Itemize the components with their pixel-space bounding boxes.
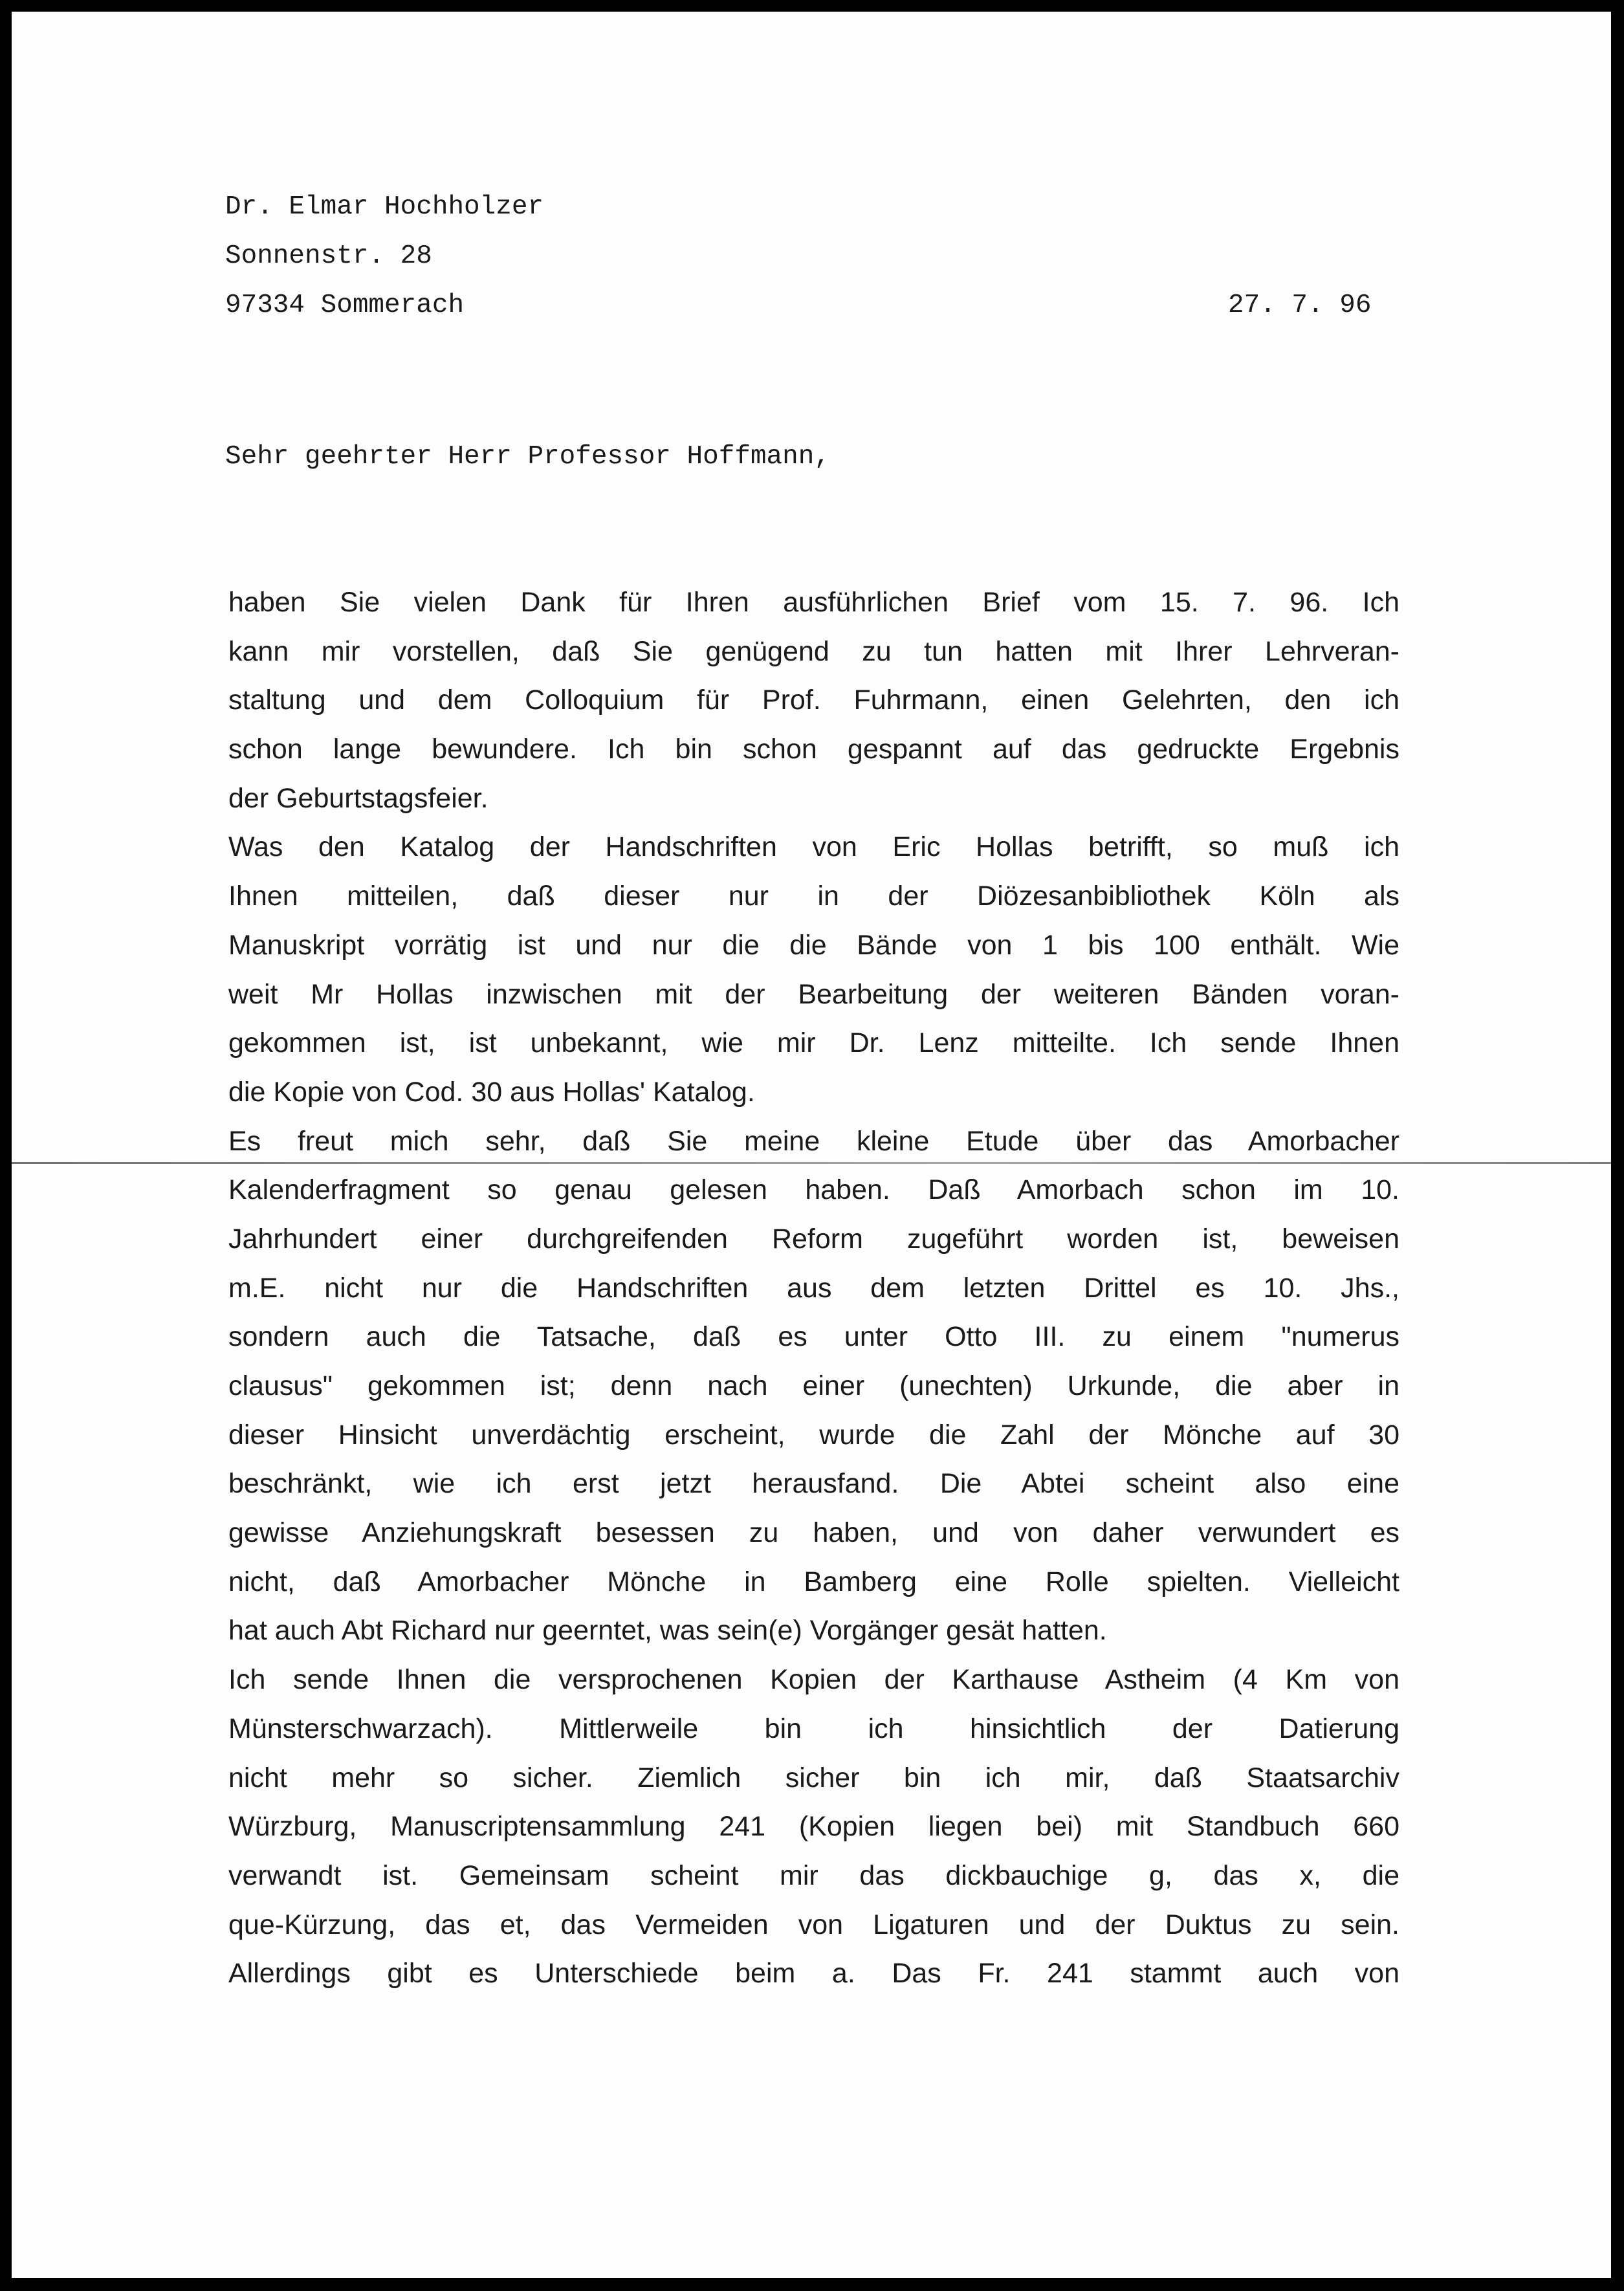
body-line: Was den Katalog der Handschriften von Eric Hollas betrifft, so muß ich xyxy=(228,831,1399,863)
body-line: hat auch Abt Richard nur geerntet, was sein(e) Vorgänger gesät hatten. xyxy=(228,1615,1107,1647)
body-line: Es freut mich sehr, daß Sie meine kleine Etude über das Amorbacher xyxy=(228,1125,1399,1157)
letter-date: 27. 7. 96 xyxy=(1228,290,1372,320)
body-line: gekommen ist, ist unbekannt, wie mir Dr. Lenz mitteilte. Ich sende Ihnen xyxy=(228,1027,1399,1059)
salutation: Sehr geehrter Herr Professor Hoffmann, xyxy=(225,442,830,472)
body-line: Münsterschwarzach). Mittlerweile bin ich hinsichtlich der Datierung xyxy=(228,1713,1399,1744)
body-line: gewisse Anziehungskraft besessen zu haben, und von daher verwundert es xyxy=(228,1517,1399,1549)
body-line: clausus" gekommen ist; denn nach einer (unechten) Urkunde, die aber in xyxy=(228,1370,1399,1401)
body-line: nicht, daß Amorbacher Mönche in Bamberg eine Rolle spielten. Vielleicht xyxy=(228,1566,1399,1597)
body-line: schon lange bewundere. Ich bin schon gespannt auf das gedruckte Ergebnis xyxy=(228,734,1399,765)
sender-street: Sonnenstr. 28 xyxy=(225,241,432,271)
body-line: Kalenderfragment so genau gelesen haben. Daß Amorbach schon im 10. xyxy=(228,1174,1399,1206)
body-line: kann mir vorstellen, daß Sie genügend zu tun hatten mit Ihrer Lehrveran- xyxy=(228,635,1399,667)
body-line: que-Kürzung, das et, das Vermeiden von Ligaturen und der Duktus zu sein. xyxy=(228,1909,1399,1940)
letter-body xyxy=(228,578,1399,1999)
sender-name: Dr. Elmar Hochholzer xyxy=(225,192,544,222)
body-line: m.E. nicht nur die Handschriften aus dem letzten Drittel es 10. Jhs., xyxy=(228,1272,1399,1304)
body-line: der Geburtstagsfeier. xyxy=(228,782,488,814)
body-line: beschränkt, wie ich erst jetzt herausfand. Die Abtei scheint also eine xyxy=(228,1468,1399,1500)
body-line: haben Sie vielen Dank für Ihren ausführlichen Brief vom 15. 7. 96. Ich xyxy=(228,587,1399,618)
body-line: Ich sende Ihnen die versprochenen Kopien der Karthause Astheim (4 Km von xyxy=(228,1664,1399,1696)
body-line: weit Mr Hollas inzwischen mit der Bearbeitung der weiteren Bänden voran- xyxy=(228,978,1399,1010)
body-line: die Kopie von Cod. 30 aus Hollas' Katalog. xyxy=(228,1076,755,1108)
body-line: nicht mehr so sicher. Ziemlich sicher bin ich mir, daß Staatsarchiv xyxy=(228,1762,1399,1793)
body-line: staltung und dem Colloquium für Prof. Fuhrmann, einen Gelehrten, den ich xyxy=(228,685,1399,716)
sender-city: 97334 Sommerach xyxy=(225,290,465,320)
body-line: Würzburg, Manuscriptensammlung 241 (Kopien liegen bei) mit Standbuch 660 xyxy=(228,1811,1399,1843)
body-line: verwandt ist. Gemeinsam scheint mir das dickbauchige g, das x, die xyxy=(228,1859,1399,1891)
body-line: Allerdings gibt es Unterschiede beim a. Das Fr. 241 stammt auch von xyxy=(228,1958,1399,1990)
body-line: Jahrhundert einer durchgreifenden Reform zugeführt worden ist, beweisen xyxy=(228,1223,1399,1255)
body-line: Ihnen mitteilen, daß dieser nur in der Diözesanbibliothek Köln als xyxy=(228,881,1399,912)
body-line: dieser Hinsicht unverdächtig erscheint, wurde die Zahl der Mönche auf 30 xyxy=(228,1419,1399,1451)
body-line: Manuskript vorrätig ist und nur die die Bände von 1 bis 100 enthält. Wie xyxy=(228,929,1399,961)
body-line: sondern auch die Tatsache, daß es unter Otto III. zu einem "numerus xyxy=(228,1321,1399,1353)
letter-page xyxy=(12,12,1611,2278)
